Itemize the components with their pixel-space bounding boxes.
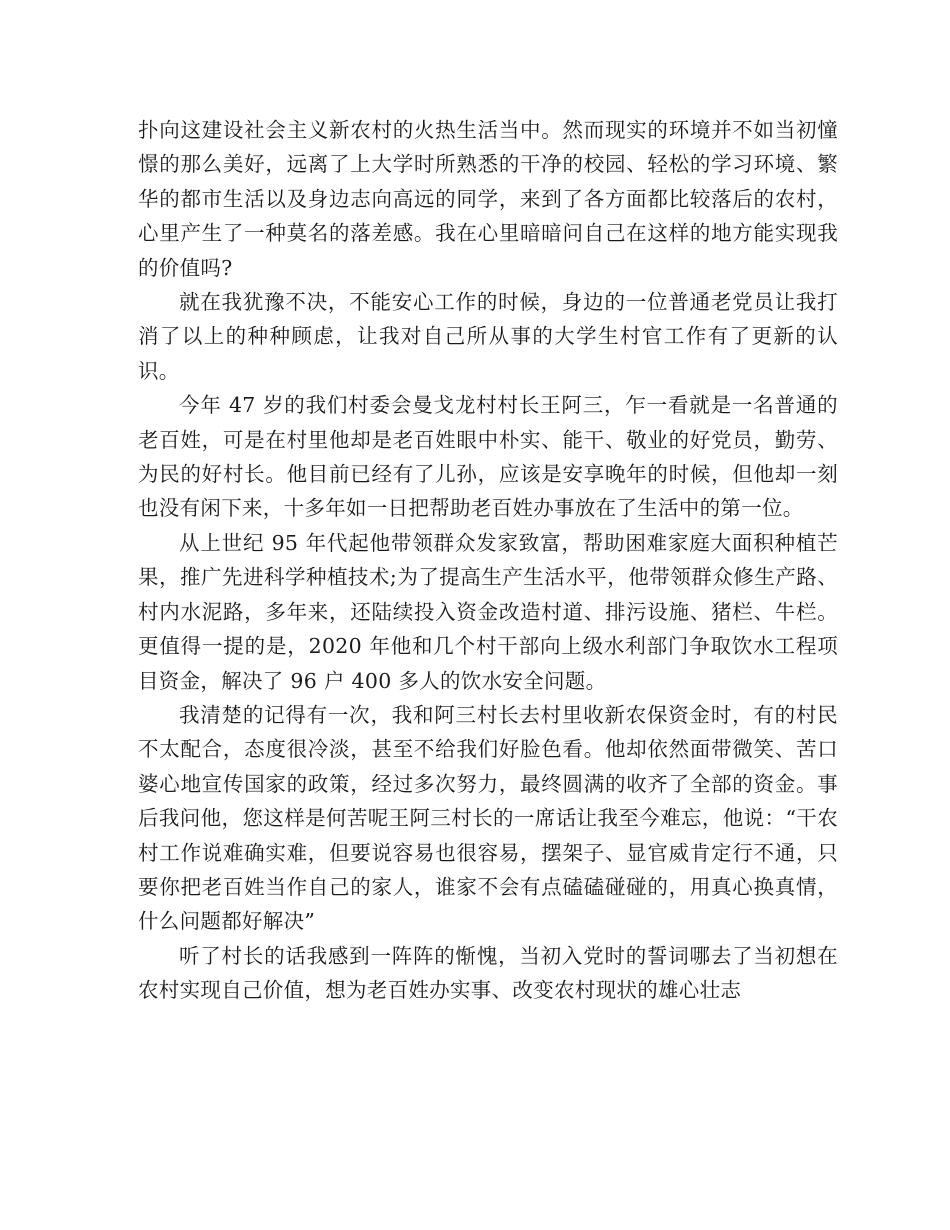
paragraph-6: 听了村长的话我感到一阵阵的惭愧，当初入党时的誓词哪去了当初想在农村实现自己价值，想为老百姓办实事、改变农村现状的雄心壮志: [138, 943, 838, 1003]
paragraph-4: 从上世纪 95 年代起他带领群众发家致富，帮助困难家庭大面积种植芒果，推广先进科学种植技术;为了提高生产生活水平，他带领群众修生产路、村内水泥路，多年来，还陆续投入资金改造村道、排污设施、猪栏、牛栏。更值得一提的是，2020 年他和几个村干部向上级水利部门争取饮水工程项目资金，解决了 96 户 400 多人的饮水安全问题。: [138, 530, 838, 693]
paragraph-1: 扑向这建设社会主义新农村的火热生活当中。然而现实的环境并不如当初憧憬的那么美好，远离了上大学时所熟悉的干净的校园、轻松的学习环境、繁华的都市生活以及身边志向高远的同学，来到了各方面都比较落后的农村，心里产生了一种莫名的落差感。我在心里暗暗问自己在这样的地方能实现我的价值吗?: [138, 118, 838, 280]
paragraph-2: 就在我犹豫不决，不能安心工作的时候，身边的一位普通老党员让我打消了以上的种种顾虑，让我对自己所从事的大学生村官工作有了更新的认识。: [138, 290, 838, 383]
document-body: [138, 113, 838, 1008]
paragraph-3: 今年 47 岁的我们村委会曼戈龙村村长王阿三，乍一看就是一名普通的老百姓，可是在村里他却是老百姓眼中朴实、能干、敬业的好党员，勤劳、为民的好村长。他目前已经有了儿孙，应该是安享晚年的时候，但他却一刻也没有闲下来，十多年如一日把帮助老百姓办事放在了生活中的第一位。: [138, 393, 838, 521]
paragraph-5: 我清楚的记得有一次，我和阿三村长去村里收新农保资金时，有的村民不太配合，态度很冷淡，甚至不给我们好脸色看。他却依然面带微笑、苦口婆心地宣传国家的政策，经过多次努力，最终圆满的收齐了全部的资金。事后我问他，您这样是何苦呢王阿三村长的一席话让我至今难忘，他说：“干农村工作说难确实难，但要说容易也很容易，摆架子、显官威肯定行不通，只要你把老百姓当作自己的家人，谁家不会有点磕磕碰碰的，用真心换真情，什么问题都好解决”: [138, 702, 838, 934]
